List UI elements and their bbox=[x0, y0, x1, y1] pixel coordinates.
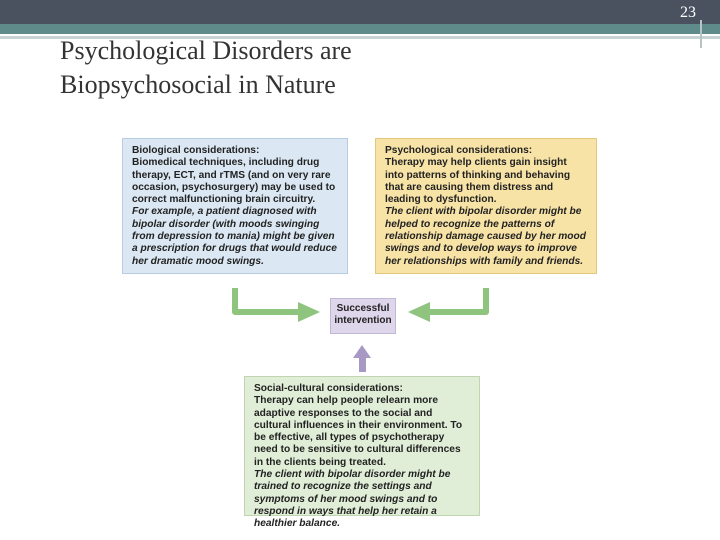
arrow-social-to-center bbox=[359, 356, 366, 372]
psychological-body: Therapy may help clients gain insight into patterns of thinking and behaving that are causing them distress and leading to dysfunction. bbox=[385, 157, 571, 206]
psychological-heading: Psychological considerations: bbox=[385, 145, 533, 156]
psychological-considerations-box bbox=[375, 138, 597, 274]
slide-title bbox=[60, 34, 660, 102]
slide-number: 23 bbox=[680, 4, 696, 21]
center-line-2: intervention bbox=[334, 315, 392, 326]
arrowhead-biological bbox=[298, 302, 320, 322]
social-cultural-body: Therapy can help people relearn more adaptive responses to the social and cultural influences in their environment. To be effective, all types of psychotherapy need to be sensitive to cultural differences in the clients being treated. bbox=[254, 395, 463, 468]
biological-example: For example, a patient diagnosed with bipolar disorder (with moods swinging from depression to mania) might be given a prescription for drugs that would reduce her dramatic mood swings. bbox=[132, 206, 337, 267]
arrow-psychological-to-center bbox=[428, 288, 486, 312]
slide-title-line-2: Biopsychosocial in Nature bbox=[60, 70, 336, 99]
biological-heading: Biological considerations: bbox=[132, 145, 260, 156]
social-cultural-heading: Social-cultural considerations: bbox=[254, 383, 403, 394]
social-cultural-considerations-box bbox=[244, 376, 480, 530]
center-line-1: Successful bbox=[336, 303, 390, 314]
top-bar bbox=[0, 0, 720, 24]
arrow-biological-to-center bbox=[235, 288, 300, 312]
header-tick-mark bbox=[700, 20, 702, 48]
top-accent-stripe bbox=[0, 24, 720, 34]
psychological-example: The client with bipolar disorder might be helped to recognize the patterns of relationship damage caused by her mood swings and to develop ways to improve her relationships with family and friends. bbox=[385, 206, 586, 267]
arrowhead-psychological bbox=[408, 302, 430, 322]
successful-intervention-box bbox=[330, 298, 396, 334]
slide-title-line-1: Psychological Disorders are bbox=[60, 36, 352, 65]
social-cultural-example: The client with bipolar disorder might be trained to recognize the settings and symptoms of her mood swings and to respond in ways that help her retain a healthier balance. bbox=[254, 469, 451, 530]
biological-considerations-box bbox=[122, 138, 348, 274]
arrowhead-social bbox=[353, 345, 371, 358]
biological-body: Biomedical techniques, including drug therapy, ECT, and rTMS (and on very rare occasion, psychosurgery) may be used to correct malfunctioning brain circuitry. bbox=[132, 157, 336, 206]
